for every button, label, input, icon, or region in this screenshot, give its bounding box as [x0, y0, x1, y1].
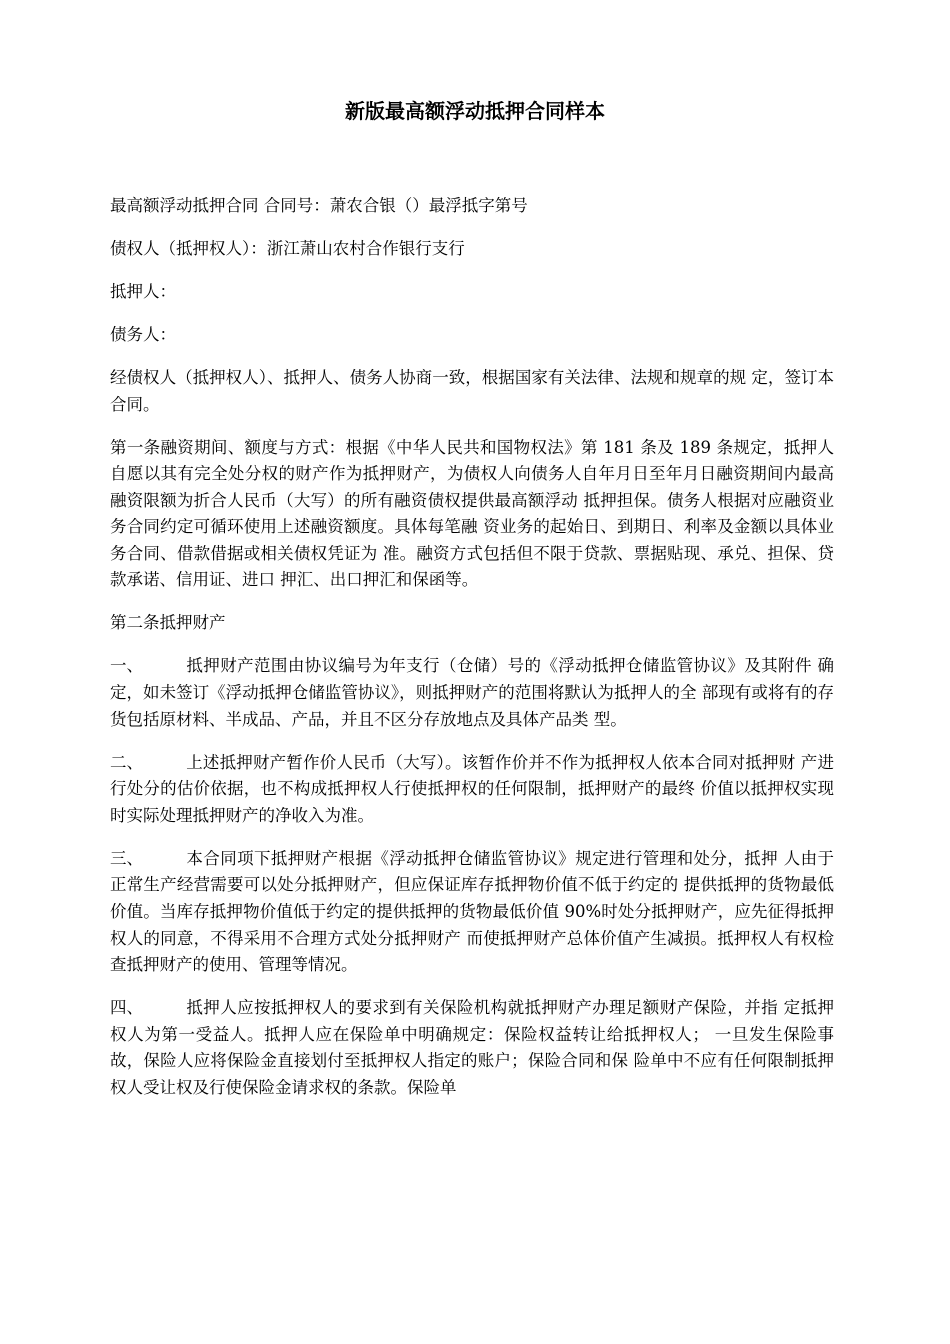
paragraph-clause-4 — [110, 995, 834, 1101]
paragraph-preamble — [110, 365, 834, 418]
paragraph-text: 抵押财产范围由协议编号为年支行（仓储）号的《浮动抵押仓储监管协议》及其附件 确定，如未签订《浮动抵押仓储监管协议》，则抵押财产的范围将默认为抵押人的全 部现有或将有的存货包括原材料、半成品、产品，并且不区分存放地点及具体产品类 型。 — [110, 656, 834, 729]
paragraph-debtor — [110, 322, 834, 349]
paragraph-contract-number — [110, 193, 834, 220]
paragraph-creditor — [110, 236, 834, 263]
clause-number: 四、 — [110, 998, 143, 1018]
paragraph-mortgagor — [110, 279, 834, 306]
paragraph-text: 上述抵押财产暂作价人民币（大写）。该暂作价并不作为抵押权人依本合同对抵押财 产进行处分的估价依据，也不构成抵押权人行使抵押权的任何限制，抵押财产的最终 价值以抵押权实现时实际处理抵押财产的净收入为准。 — [110, 752, 834, 825]
paragraph-clause-2 — [110, 750, 834, 830]
clause-number: 一、 — [110, 656, 143, 676]
paragraph-clause-3 — [110, 846, 834, 979]
paragraph-text: 本合同项下抵押财产根据《浮动抵押仓储监管协议》规定进行管理和处分，抵押 人由于正常生产经营需要可以处分抵押财产，但应保证库存抵押物价值不低于约定的 提供抵押的货物最低价值。当库存抵押物价值低于约定的提供抵押的货物最低价值 90%时处分抵押财产，应先征得抵押权人的同意，不得采用不合理方式处分抵押财产 而使抵押财产总体价值产生减损。抵押权人有权检查抵押财产的使用、管理等情况。 — [110, 848, 834, 975]
paragraph-text: 第一条融资期间、额度与方式：根据《中华人民共和国物权法》第 181 条及 189 条规定，抵押人自愿以其有完全处分权的财产作为抵押财产，为债权人向债务人自年月日至年月日融资期间内最高融资限额为折合人民币（大写）的所有融资债权提供最高额浮动 抵押担保。债务人根据对应融资业务合同约定可循环使用上述融资额度。具体每笔融 资业务的起始日、到期日、利率及金额以具体业务合同、借款借据或相关债权凭证为 准。融资方式包括但不限于贷款、票据贴现、承兑、担保、贷款承诺、信用证、进口 押汇、出口押汇和保函等。 — [110, 437, 834, 590]
paragraph-text: 抵押人应按抵押权人的要求到有关保险机构就抵押财产办理足额财产保险，并指 定抵押权人为第一受益人。抵押人应在保险单中明确规定：保险权益转让给抵押权人； 一旦发生保险事故，保险人应将保险金直接划付至抵押权人指定的账户；保险合同和保 险单中不应有任何限制抵押权人受让权及行使保险金请求权的条款。保险单 — [110, 998, 834, 1097]
paragraph-text: 第二条抵押财产 — [110, 613, 226, 633]
paragraph-text: 抵押人： — [110, 281, 176, 301]
paragraph-article-2-heading — [110, 610, 834, 637]
paragraph-text: 经债权人（抵押权人）、抵押人、债务人协商一致，根据国家有关法律、法规和规章的规 定，签订本合同。 — [110, 367, 834, 414]
clause-number: 二、 — [110, 752, 143, 772]
clause-number: 三、 — [110, 848, 143, 868]
document-title: 新版最高额浮动抵押合同样本 — [345, 99, 605, 123]
paragraph-text: 债务人： — [110, 324, 176, 344]
paragraph-article-1 — [110, 435, 834, 595]
document-body — [110, 193, 834, 1118]
paragraph-text: 最高额浮动抵押合同 合同号：萧农合银（）最浮抵字第号 — [110, 196, 528, 215]
paragraph-text: 债权人（抵押权人）：浙江萧山农村合作银行支行 — [110, 238, 465, 258]
paragraph-clause-1 — [110, 653, 834, 733]
